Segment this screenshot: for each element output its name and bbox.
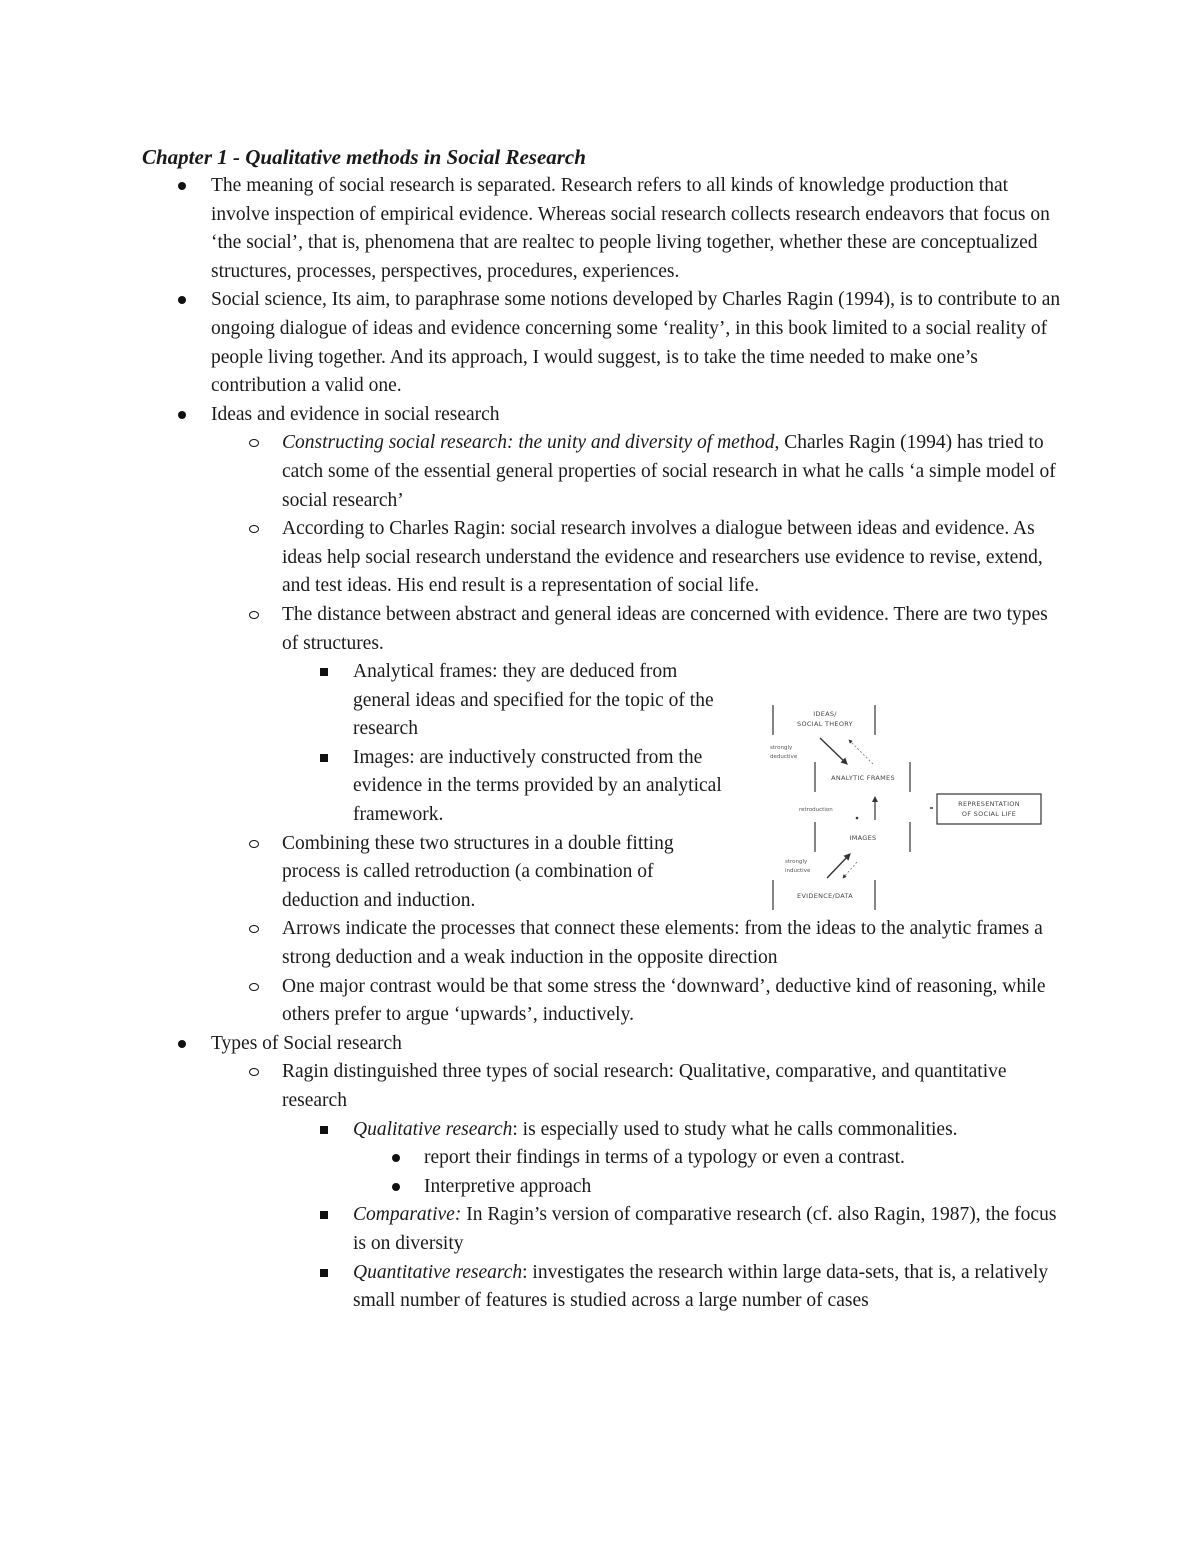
retroduction-dot (856, 817, 859, 820)
list-item (0, 658, 725, 744)
induction-label: strongly (785, 859, 808, 865)
deduction-label-2: deductive (770, 754, 798, 760)
list-item (0, 515, 1062, 601)
bullet-circle-icon (246, 830, 262, 858)
bullet-dot-icon (174, 286, 190, 314)
bullet-text: Combining these two structures in a double fitting process is called retroduction (a combination of deduction and induction. (282, 832, 674, 911)
ideas-label-2: SOCIAL THEORY (797, 720, 853, 728)
representation-label: REPRESENTATION (958, 800, 1020, 808)
induction-label-2: inductive (785, 868, 811, 874)
list-item (0, 830, 717, 916)
bullet-circle-icon (246, 429, 262, 457)
weak-deduction-arrow (843, 862, 857, 878)
bullet-dot-icon (388, 1173, 404, 1201)
ideas-label: IDEAS/ (813, 710, 837, 718)
bullet-text: Ideas and evidence in social research (211, 403, 500, 425)
bullet-text: Images: are inductively constructed from the evidence in the terms provided by an analytical framework. (353, 746, 722, 826)
bullet-square-icon (316, 1201, 332, 1229)
representation-box (937, 794, 1041, 824)
deduction-label: strongly (770, 745, 793, 751)
bullet-dot-icon (388, 1144, 404, 1172)
book-title: Constructing social research: the unity and diversity of method (282, 432, 775, 454)
bullet-text: Ragin distinguished three types of social research: Qualitative, comparative, and quantitative research (282, 1061, 1007, 1111)
ragin-model-diagram (765, 700, 1050, 920)
page-title: Chapter 1 - Qualitative methods in Social Research (142, 145, 586, 169)
bullet-text: : investigates the research within large data-sets, that is, a relatively small number of features is studied across a large number of cases (353, 1261, 1049, 1312)
bullet-text: report their findings in terms of a typology or even a contrast. (424, 1147, 905, 1169)
retroduction-label: retroduction (799, 807, 833, 813)
bullet-text: Interpretive approach (424, 1175, 592, 1197)
list-item (0, 1144, 1054, 1173)
bullet-dot-icon (174, 401, 190, 429)
term-label: Quantitative research (353, 1261, 523, 1283)
list-item (0, 915, 1062, 972)
list-item (0, 744, 725, 830)
bullet-text: One major contrast would be that some stress the ‘downward’, deductive kind of reasoning, while others prefer to argue ‘upwards’, inductively. (282, 975, 1046, 1026)
bullet-text: In Ragin’s version of comparative research (cf. also Ragin, 1987), the focus is on diversity (353, 1204, 1057, 1254)
types-sub-list (0, 1058, 1061, 1315)
bullet-square-icon (316, 658, 332, 686)
term-label: Comparative: (353, 1204, 462, 1226)
bullet-dot-icon (174, 172, 190, 200)
weak-induction-arrow (849, 740, 873, 764)
bullet-square-icon (316, 1116, 332, 1144)
bullet-text: Types of Social research (211, 1032, 402, 1054)
bullet-text: Social science, Its aim, to paraphrase some notions developed by Charles Ragin (1994), is to contribute to an ongoing dialogue of ideas and evidence concerning some ‘reality’, in this book limited to a social reality of people living together. And its approach, I would suggest, is to take the time needed to make one’s contribution a valid one. (211, 289, 1061, 397)
bullet-circle-icon (246, 915, 262, 943)
bullet-text: The meaning of social research is separated. Research refers to all kinds of knowledge production that involve inspection of empirical evidence. Whereas social research collects research endeavors that focus on ‘the social’, that is, phenomena that are realtec to people living together, whether these are conceptualized structures, processes, perspectives, procedures, experiences. (211, 175, 1050, 282)
list-item (0, 429, 1062, 515)
bullet-dot-icon (174, 1030, 190, 1058)
bullet-circle-icon (246, 601, 262, 629)
bullet-circle-icon (246, 1058, 262, 1086)
bullet-circle-icon (246, 515, 262, 543)
images-label: IMAGES (849, 834, 877, 842)
analytic-frames-label: ANALYTIC FRAMES (831, 774, 895, 782)
research-types-list (0, 1116, 1062, 1316)
bullet-text: : is especially used to study what he calls commonalities. (512, 1118, 958, 1140)
list-item (0, 1116, 1058, 1202)
diagram-svg (765, 700, 1050, 920)
term-label: Qualitative research (353, 1118, 513, 1140)
qualitative-sub-list (0, 1144, 1058, 1201)
representation-label-2: OF SOCIAL LIFE (961, 810, 1017, 818)
list-item (0, 1173, 1054, 1202)
bullet-text: Analytical frames: they are deduced from general ideas and specified for the topic of the research (353, 661, 714, 740)
bullet-square-icon (316, 744, 332, 772)
list-item (0, 286, 1061, 400)
list-item (0, 1259, 1058, 1316)
deduction-arrow (820, 738, 847, 764)
bullet-text: Arrows indicate the processes that connect these elements: from the ideas to the analytic frames a strong deduction and a weak induction in the opposite direction (282, 918, 1043, 969)
list-item (0, 1201, 1058, 1258)
evidence-label: EVIDENCE/DATA (797, 892, 853, 900)
list-item (0, 1058, 1062, 1315)
bullet-text: , Charles Ragin (1994) has tried to catch some of the essential general properties of social research in what he calls ‘a simple model of social research’ (282, 432, 1056, 511)
bullet-text: According to Charles Ragin: social research involves a dialogue between ideas and evidence. As ideas help social research understand the evidence and researchers use evidence to revise, extend, and test ideas. His end result is a representation of social life. (282, 518, 1043, 597)
list-item (0, 172, 1061, 286)
bullet-text: The distance between abstract and general ideas are concerned with evidence. There are two types of structures. (282, 603, 1048, 654)
list-item (0, 1030, 1061, 1316)
bullet-square-icon (316, 1259, 332, 1287)
list-item (0, 973, 1062, 1030)
bullet-circle-icon (246, 973, 262, 1001)
